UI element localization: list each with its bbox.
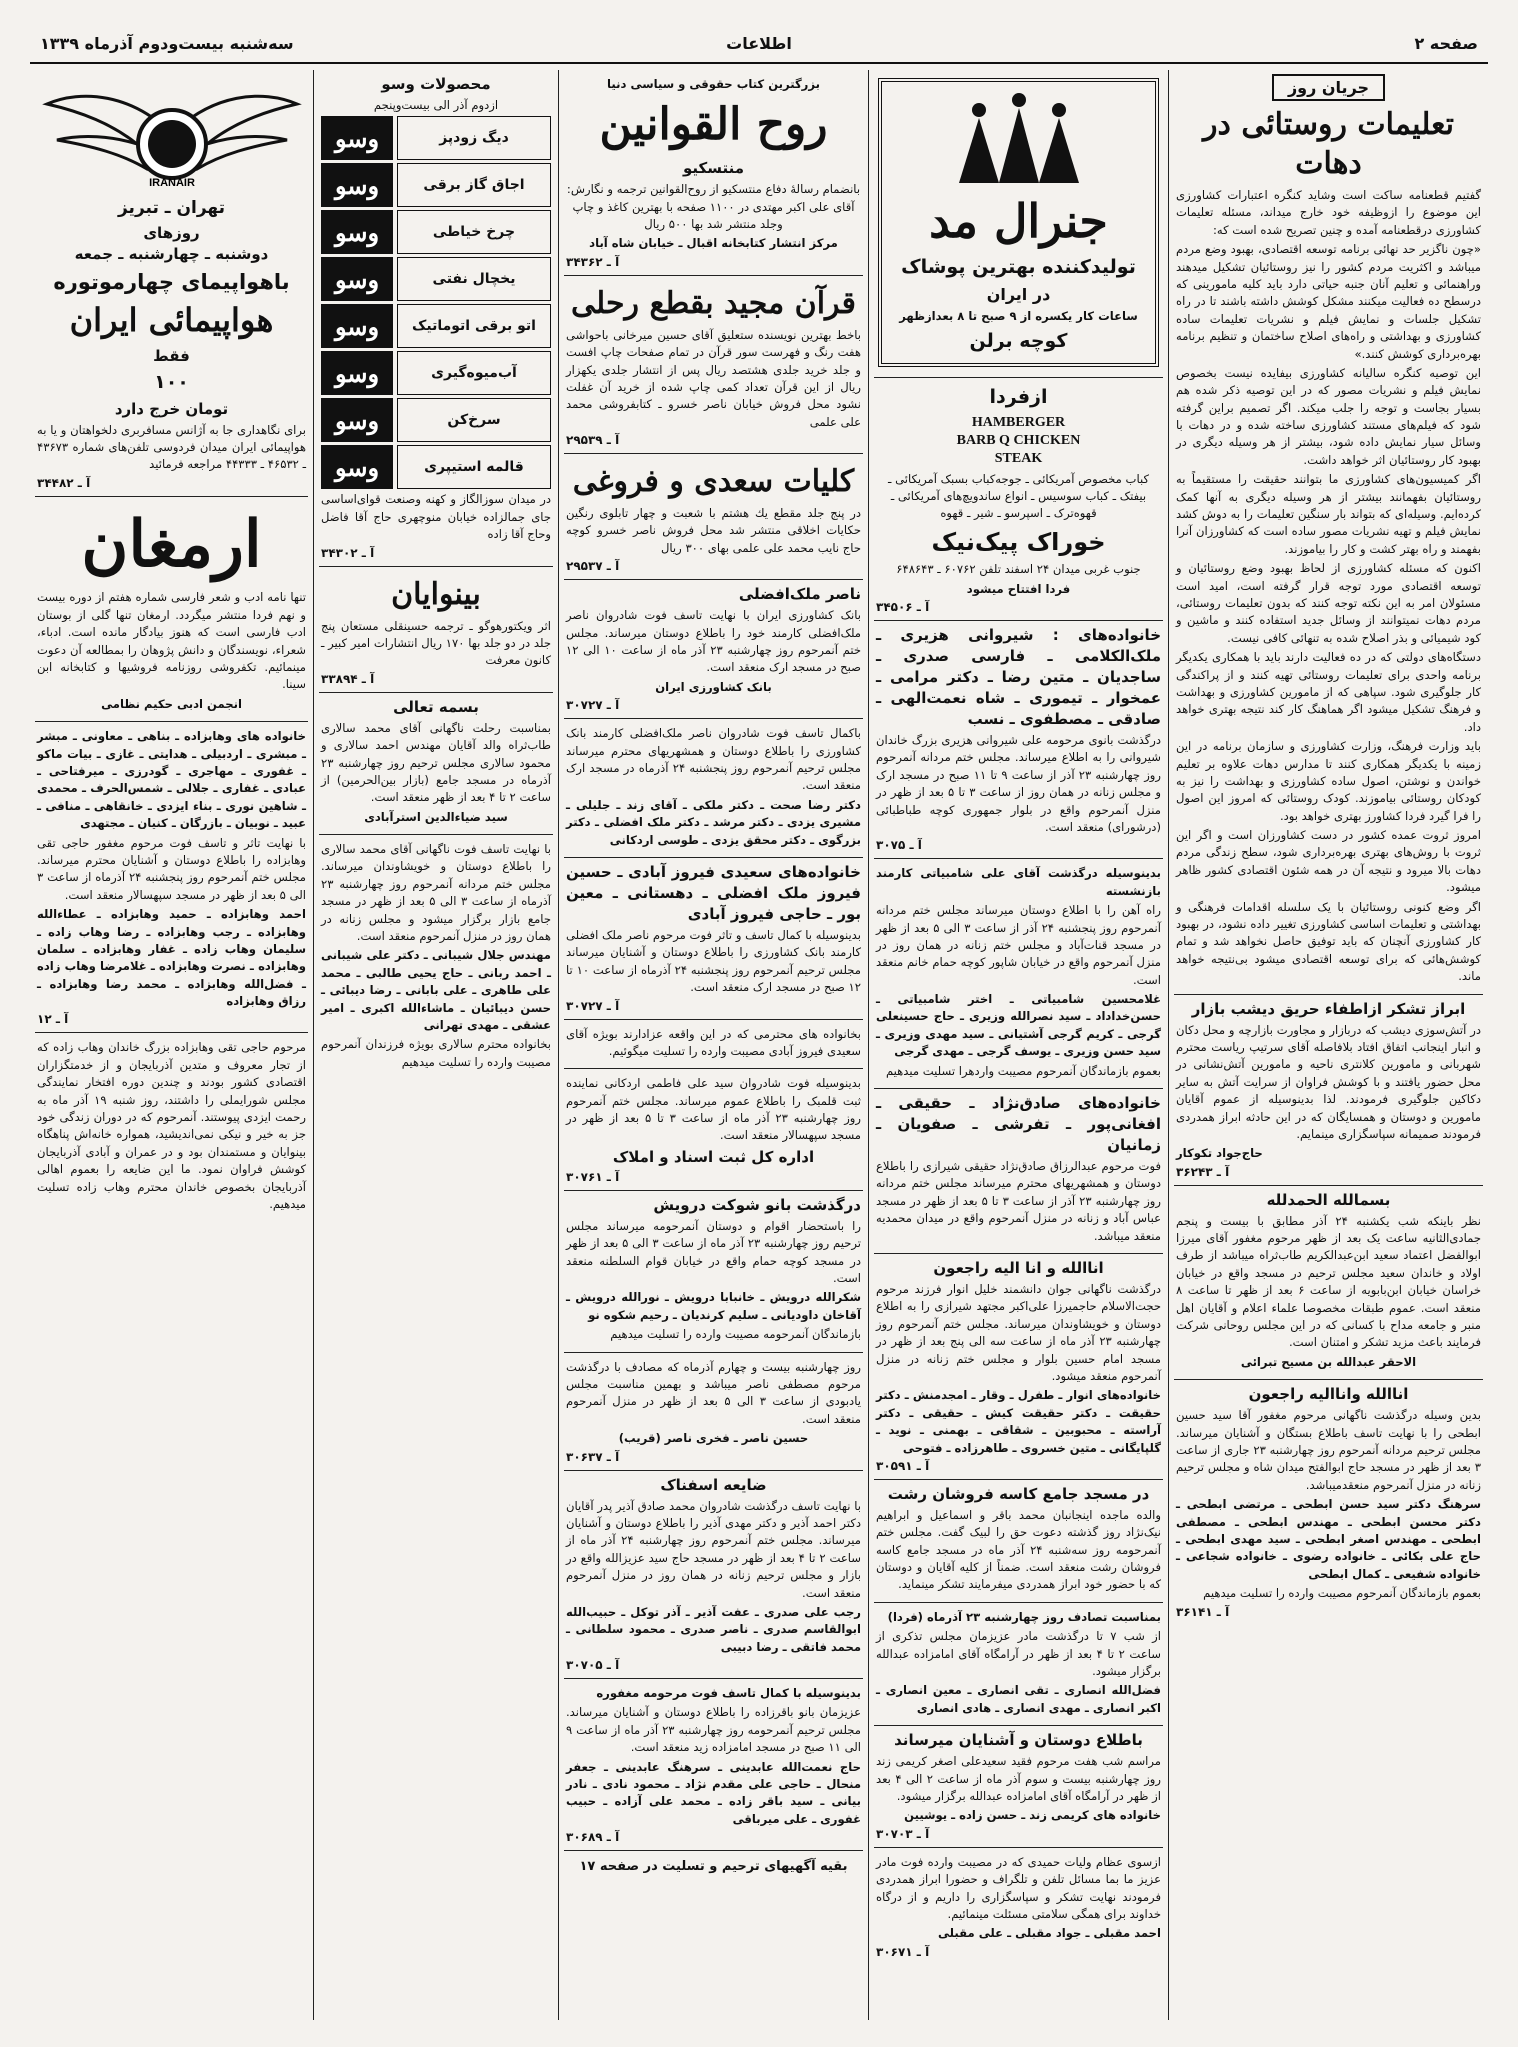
- section-tag: جریان روز: [1272, 74, 1385, 101]
- booking-info: برای نگاهداری جا به آژانس مسافربری دلخواهتان و یا به هواپیمائی ایران میدان فردوسی تلفن‌های شماره ۴۳۶۷۳ ـ ۴۶۵۳۲ ـ ۴۴۳۳۳ مراجعه فرمائید: [37, 422, 306, 472]
- flight-days: دوشنبه ـ چهارشنبه ـ جمعه: [74, 244, 269, 263]
- route: تهران ـ تبریز: [117, 198, 226, 218]
- fare-suffix: تومان خرج دارد: [114, 399, 229, 418]
- book-title: بینوایان: [391, 576, 481, 612]
- obituary: [564, 1679, 863, 1851]
- mourner-names: فضل‌الله انصاری ـ تقی انصاری ـ معین انصاری ـ اکبر انصاری ـ مهدی انصاری ـ هادی انصاری: [876, 1683, 1161, 1715]
- product-row: [321, 210, 551, 254]
- obituary-body: عزیزمان بانو باقرزاده را باطلاع دوستان و آشنایان میرساند. مجلس ترحیم آنمرحومه روز چهارشنبه ۲۳ آذر ماه از ساعت ۹ الی ۱۱ صبح در مسجد امامزاده زید منعقد است.: [566, 1705, 861, 1755]
- book-description: اثر ویکتورهوگو ـ ترجمه حسینقلی مستعان پنج جلد در دو جلد بها ۱۷۰ ریال انتشارات امیر کبیر ـ کانون معرفت: [321, 618, 552, 668]
- paragraph: «چون ناگزیر حد نهائی برنامه توسعه اقتصادی، بهبود وضع مردم میباشد و اکثریت مردم کشور را نیز روستائیان تشکیل میدهند وراهنمائی و تعلیم آنان جنبه حیاتی دارد باید کلیه مامورینی که درسطح ده فعالیت میکنند مشکل کوشش داشته باشند تا در راه تشکیل جلسات و نمایش فیلم و نشریات تعلیمات ساده کشاورزی و بهداشتی و راه‌های اصلاح ساختمان و تنظیم برنامه بهره‌برداری کوشش کنند.»: [1176, 242, 1481, 361]
- columns: [30, 70, 1488, 2020]
- paragraph: گفتیم قطعنامه ساکت است وشاید کنگره اعتبارات کشاورزی این موضوع را ازوظیفه خود خارج میداند، مسئله تعلیمات کشاورزی درقطعنامه آمده و چنین تصریح شده است که:: [1176, 188, 1481, 237]
- ad-address: در میدان سوزالگاز و کهنه وصنعت قوای‌اساسی جای جمالزاده خیابان منوچهری حاج آقا فاضل وحاج آقا زاده: [321, 492, 551, 542]
- obituary-title: باطلاع دوستان و آشنایان میرساند: [894, 1731, 1143, 1750]
- vaso-products-ad: [319, 70, 553, 567]
- paragraph: دستگاه‌های دولتی که در ده فعالیت دارند باید با همکاری یکدیگر برنامه واحدی برای تعلیمات روستائی تهیه کنند و از پراکندگی کار جلوگیری شود. سپاهی که از مامورین کشاورزی و بهداشت و فرهنگ تشکیل میشود اگر هماهنگ کار کند نتیجه بهتری خواهد داد.: [1176, 650, 1481, 734]
- masthead: [30, 24, 1488, 64]
- obituary-body: بدینوسیله فوت شادروان سید علی فاطمی اردکانی نماینده ثبت قلمبک را باطلاع عموم میرساند. مجلس ختم آنمرحوم روز چهارشنبه ۲۳ آذر ماه از ساعت ۳ تا ۵ بعد از ظهر در مسجد سپهسالار منعقد است.: [566, 1076, 861, 1143]
- airline-name: هواپیمائی ایران: [69, 301, 274, 340]
- obituary-body: با نهایت تاثر و تاسف فوت مرحوم مغفور حاجی تقی وهابزاده را باطلاع دوستان و آشنایان محترم میرساند. مجلس ختم آنمرحوم روز پنجشنبه ۲۴ آذرماه از ساعت ۳ الی ۵ بعد از ظهر در مسجد سپهسالار منعقد است.: [37, 835, 306, 902]
- obituary: [874, 1254, 1163, 1480]
- ad-code: آ ـ ۳۰۷۲۷: [566, 698, 620, 713]
- book-ad-les-miserables: [319, 567, 553, 693]
- mourner-names: مهندس جلال شیبانی ـ دکتر علی شیبانی ـ احمد ربانی ـ حاج یحیی طالبی ـ محمد علی طاهری ـ علی بابانی ـ رضا دیبائی ـ حسن دیبائیان ـ ماشاءالله اکبری ـ امیر عشقی ـ مهدی تهرانی: [321, 948, 551, 1032]
- mourner-names: دکتر رضا صحت ـ دکتر ملکی ـ آقای زند ـ جلیلی ـ مشیری یزدی ـ دکتر مرشد ـ دکتر ملک افضلی ـ دکتر بزرگوی ـ دکتر محقق یزدی ـ طوسی اردکانی: [566, 797, 861, 847]
- ad-title: محصولات وسو: [381, 75, 491, 93]
- logo-text: IRANAIR: [148, 177, 195, 189]
- obituary-body: والده ماجده اینجانبان محمد باقر و اسماعیل و ابراهیم نیک‌نژاد روز گذشته دعوت حق را لبیک گفت. مجلس ختم آنمرحومه روز سه‌شنبه ۲۴ آذر ماه در مسجد جامع کاسه فروشان رشت منعقد است. ضمناً از کلیه آقایان و دوستان که با حضور خود ابراز همدردی میفرمایند تشکر مینماید.: [876, 1507, 1161, 1592]
- obituary-body: مراسم شب هفت مرحوم فقید سعیدعلی اصغر کریمی زند روز چهارشنبه بیست و سوم آذر ماه از ساعت ۲ الی ۴ بعد از ظهر در آرامگاه آقای امامزاده عبدالله برگزار میشود.: [876, 1754, 1162, 1803]
- product-row: [321, 398, 551, 442]
- obituary-body: بخانواده های محترمی که در این واقعه عزادارند بویژه آقای سعیدی فیروز آبادی مصیبت وارده را تسلیت میگوئیم.: [566, 1026, 861, 1058]
- fashion-logo-icon: [888, 88, 1149, 188]
- paragraph: اکنون که مسئله کشاورزی از لحاظ بهبود وضع روستائیان و توسعه اقتصادی مورد توجه قرار گرفته است، امید است مسئولان امر به این نکته توجه کنند که بدون تعلیمات روستائی، مردم دهات نمیتوانند از وسائل جدید استفاده کنند و ماشین و کود شیمیائی و بذر اصلاح شده به تنهائی کافی نیست.: [1176, 561, 1481, 645]
- obituary-body: را باستحضار اقوام و دوستان آنمرحومه میرساند مجلس ترحیم روز چهارشنبه ۲۳ آذر ماه از ساعت ۳ الی ۵ بعد از ظهر در مسجد کوچه حمام واقع در خیابان قوام السلطنه منعقد است.: [566, 1218, 861, 1286]
- issue-date: سه‌شنبه بیست‌ودوم آذرماه ۱۳۳۹: [40, 34, 294, 53]
- column-ads-obits-2: [868, 70, 1168, 2020]
- book-ad-saadi: [564, 454, 863, 580]
- obituary-title: ناصر ملک‌افضلی: [738, 585, 861, 604]
- brand-name: جنرال مد: [929, 194, 1108, 248]
- obituary: [874, 1726, 1163, 1848]
- obituary-title: درگذشت بانو شوکت درویش: [653, 1195, 861, 1214]
- notice-signature: حاج‌جواد تکوکار: [1176, 1146, 1263, 1161]
- street-name: کوچه برلن: [969, 329, 1068, 352]
- aircraft: باهواپیمای چهارموتوره: [53, 269, 290, 294]
- notice-body: در آتش‌سوزی دیشب که دربازار و مجاورت بازارچه و محل دکان و انبار اینجانب اتفاق افتاد بلافاصله آقای سرتیپ ریاست محترم شهربانی و مامورین کلانتری ناحیه و مامورین آتش‌نشانی در محل حضور یافتند و با کوشش فراوان از سرایت آتش به سایر دکاکین جلوگیری فرمودند. لذا بدینوسیله از عموم آقایان مامورین و دوستان و همسایگان که در این حادثه ابراز همدردی فرمودند صمیمانه سپاسگزاری مینمایم.: [1176, 1022, 1481, 1141]
- ad-code: آ ـ ۳۶۱۴۱: [1176, 1604, 1230, 1619]
- ad-code: آ ـ ۳۰۷۵: [876, 838, 922, 853]
- obituary: [319, 835, 553, 1079]
- paragraph: این توصیه کنگره سالیانه کشاورزی بیفایده نیست بخصوص نمایش فیلم و نشریات مصور که در این توصیه ذکر شده هم بسیار بجاست و توجه را جلب میکند. اگر تصمیم براین گرفته شود که فیلم‌های مستند کشاورزی ساخته شده و در دهات با وسائل سیار نمایش داده شود، بیشتر از هر وسیله دیگری در بهبود کار روستائیان اثر خواهد داشت.: [1176, 365, 1481, 467]
- closing-line: بعموم بازماندگان آنمرحوم مصیبت واردهرا تسلیت میدهیم: [885, 1063, 1161, 1078]
- magazine-publisher: انجمن ادبی حکیم نظامی: [101, 696, 242, 711]
- obituary-body: بمناسبت رحلت ناگهانی آقای محمد سالاری طاب‌ثراه والد آقایان مهندس احمد سالاری و محمود سالاری مجلس ترحیم روز چهارشنبه ۲۳ آذرماه در مسجد جامع (بازار بین‌الحرمین) از ساعت ۲ تا ۴ بعد از ظهر منعقد است.: [321, 720, 551, 805]
- brand-logo: وسو: [321, 351, 393, 395]
- mourner-names: سرهنگ دکتر سید حسن ابطحی ـ مرتضی ابطحی ـ دکتر محسن ابطحی ـ مهندس ابطحی ـ مصطفی ابطحی ـ مهندس اصغر ابطحی ـ سید مهدی ابطحی ـ حاج علی بکائی ـ خانواده رضوی ـ خانواده شجاعی ـ خانواده شفیعی ـ کمال ابطحی: [1176, 1497, 1481, 1581]
- ad-code: آ ـ ۳۴۴۸۲: [37, 475, 91, 490]
- iranair-winged-logo-icon: [37, 74, 306, 194]
- newspaper-name: اطلاعات: [726, 34, 792, 53]
- obituary-title: خانواده‌های سعیدی فیروز آبادی ـ حسین فیروز ملک افضلی ـ دهستانی ـ معین بور ـ حاجی فیروز آبادی: [566, 862, 861, 923]
- fare-prefix: فقط: [153, 346, 190, 365]
- obituary-title: خانواده‌های صادق‌نژاد ـ حقیقی ـ افغانی‌پور ـ تفرشی ـ صفویان ـ زمانیان: [876, 1094, 1161, 1155]
- editorial: [1174, 70, 1483, 995]
- obituary-body: بدینوسیله با کمال تاسف و تاثر فوت مرحوم ناصر ملک افضلی کارمند بانک کشاورزی را باطلاع دوستان و آشنایان میرساند مجلس ترحیم آنمرحوم روز پنجشنبه ۲۴ آذرماه از ساعت ۱۰ تا ۱۲ صبح در مسجد ارک منعقد است.: [566, 927, 861, 995]
- working-hours: ساعات کار یکسره از ۹ صبح تا ۸ بعدازظهر: [899, 309, 1138, 324]
- mourner-names: شکرالله درویش ـ خانبابا درویش ـ نورالله درویش ـ آقاخان داودیانی ـ سلیم کرندیان ـ رحیم شکوه نو: [566, 1290, 861, 1322]
- paragraph: امروز ثروت عمده کشور در دست کشاورزان است و اگر این ثروت با روش‌های بهتری بهره‌برداری شود، سطح زندگی مردم دهات بالا میرود و نتیجه آن در همه شئون اقتصادی کشور ظاهر میشود.: [1176, 828, 1481, 895]
- product-name: آب‌میوه‌گیری: [397, 351, 551, 395]
- notice-title: اناالله واناالیه راجعون: [1248, 1385, 1409, 1404]
- brand-logo: وسو: [321, 116, 393, 160]
- obituary-title: خانواده های وهابزاده ـ بناهی ـ معاونی ـ مبشر ـ مبشری ـ اردبیلی ـ هدایتی ـ غازی ـ بیات ماکو ـ غفوری ـ مهاجری ـ گودرزی ـ میرفتاحی ـ عبادی ـ غفاری ـ جلالی ـ شمس‌الحرف ـ محمدی ـ شاهین نوری ـ بناء ایزدی ـ خانقاهی ـ منافی ـ عبید ـ نوبیان ـ بازرگان ـ کنیان ـ مجتهدی: [37, 729, 306, 831]
- product-name: یخچال نفتی: [397, 257, 551, 301]
- obituary-title: ضایعه اسفناک: [660, 1475, 767, 1494]
- brand-logo: وسو: [321, 445, 393, 489]
- notice-title: بسمالله الحمدلله: [1266, 1190, 1391, 1209]
- iranair-ad: [35, 70, 308, 497]
- obituary-body: بانک کشاورزی ایران با نهایت تاسف فوت شادروان ناصر ملک‌افضلی کارمند خود را باطلاع دوستان میرساند. مجلس ختم آنمرحوم روز چهارشنبه ۲۳ آذر ماه از ساعت ۱۰ الی ۱۲ صبح در مسجد ارک منعقد است.: [566, 608, 861, 675]
- obituary-title: در مسجد جامع کاسه فروشان رشت: [887, 1484, 1150, 1503]
- obituary-title: خانواده‌های : شیروانی هزیری ـ ملک‌الکلامی ـ فارسی صدری ـ ساجدیان ـ متین رضا ـ دکتر مرامی ـ عمخوار ـ تیموری ـ شاه نعمت‌الهی ـ صادقی ـ مصطفوی ـ نسب: [876, 626, 1161, 728]
- obituary-body: با نهایت تاسف فوت ناگهانی آقای محمد سالاری را باطلاع دوستان و خویشاوندان میرساند. مجلس ختم مردانه آنمرحوم روز چهارشنبه ۲۳ آذرماه از ساعت ۳ الی ۵ بعد از ظهر در مسجد جامع بازار برگزار میشود و مجلس زنانه در همان روز در منزل آنمرحوم منعقد است.: [321, 842, 551, 944]
- obituary-body: از شب ۷ تا درگذشت مادر عزیزمان مجلس تذکری از ساعت ۲ تا ۴ بعد از ظهر در آرامگاه آقای امامزاده عبدالله برگزار میشود.: [876, 1629, 1161, 1679]
- opening-line: فردا افتتاح میشود: [966, 581, 1071, 596]
- product-name: سرخ‌کن: [397, 398, 551, 442]
- paragraph: اگر کمیسیون‌های کشاورزی ما بتوانند حقیقت را مستقیماً به روستائیان بفهمانند بیشتر از هر وسیله دیگری به آنها کمک کرده‌ایم. وسیله‌ای که بتواند بار سنگین تعلیمات را به دوش کشد نمایش فیلم و تهیه نشریات مصور ساده است که کشاورزان آنرا بفهمند و راه بهتر کشت و کار را بیاموزند.: [1176, 472, 1481, 556]
- obituary-title: بسمه تعالی: [393, 697, 479, 716]
- obituary-body: درگذشت ناگهانی جوان دانشمند خلیل انوار فرزند مرحوم حجت‌الاسلام حاجمیرزا علی‌اکبر مجتهد شیرازی را به اطلاع دوستان و خویشاوندان میرساند. مجلس ختم آنمرحوم روز چهارشنبه ۲۳ آذر ماه از ساعت سه الی پنج بعد از ظهر در مسجد امام حسین بلوار و مجلس ختم زنانه در منزل آنمرحوم منعقد میشود.: [876, 1281, 1161, 1383]
- obituary: [564, 1020, 863, 1070]
- book-description: باخط بهترین نویسنده ستعلیق آقای حسین میرخانی باحواشی هفت رنگ و فهرست سور قرآن در تمام صفحات چاپ افست و جلد خرید جلدی هشتصد ریال پس از انتشار جلدی یکهزار ریال از این قرآن تعداد کمی چاپ شده از خرید آن غفلت نشود محل فروش خیابان ناصر خسرو ـ کتابفروشی محمد علی علمی: [566, 327, 861, 429]
- memorial-notice: [1174, 1186, 1483, 1381]
- ad-code: آ ـ ۳۴۵۰۶: [876, 600, 930, 614]
- ad-code: آ ـ ۳۰۷۲۷: [566, 998, 620, 1013]
- ad-code: آ ـ ۳۶۲۴۳: [1176, 1164, 1230, 1179]
- product-row: [321, 304, 551, 348]
- brand-logo: وسو: [321, 304, 393, 348]
- picnic-restaurant-ad: [874, 378, 1163, 621]
- obituary-body: با نهایت تاسف درگذشت شادروان محمد صادق آذیر پدر آقایان دکتر احمد آذیر و دکتر مهدی آذیر را باطلاع دوستان و آشنایان میرساند. مجلس ختم آنمرحوم روز چهارشنبه ۲۴ آذر ماه از ساعت ۲ تا ۴ بعد از ظهر در مسجد حاج سید عزیزالله واقع در بازار و مجلس ترحیم زنانه در همان روز در منزل آنمرحوم منعقد است.: [566, 1498, 862, 1600]
- notice-body: بدین وسیله درگذشت ناگهانی مرحوم مغفور آقا سید حسین ابطحی را با نهایت تاسف باطلاع بستگان و آشنایان میرساند. مجلس ترحیم مردانه آنمرحوم روز چهارشنبه ۲۳ جاری از ساعت ۳ بعد از ظهر در مسجد حاج ابوالفتح میدان شاه و مجلس ترحیم زنانه در منزل آنمرحوم منعقدمیباشد.: [1176, 1408, 1481, 1492]
- closing-line: بخانواده محترم سالاری بویژه فرزندان آنمرحوم مصیبت وارده را تسلیت میدهیم: [321, 1037, 551, 1069]
- obituary-title: بدینوسیله با کمال تاسف فوت مرحومه مغفوره: [596, 1686, 861, 1701]
- obituary-body: راه آهن را با اطلاع دوستان میرساند مجلس ختم مردانه آنمرحوم روز پنجشنبه ۲۴ آذر از ساعت ۳ الی ۵ بعد از ظهر در مسجد قنات‌آباد و مجلس ختم زنانه در همان روز در منزل آنمرحوم واقع در خیابان شاپور کوچه حمام خانم منعقد است.: [876, 903, 1162, 987]
- obituary: [564, 719, 863, 858]
- editorial-title: تعلیمات روستائی در دهات: [1203, 107, 1454, 181]
- notice-title: ابراز تشکر ازاطفاء حریق دیشب بازار: [1191, 999, 1466, 1018]
- product-name: قالمه استیپری: [397, 445, 551, 489]
- obituary: [874, 1480, 1163, 1603]
- book-title: قرآن مجید بقطع رحلی: [571, 285, 856, 321]
- book-author: منتسکیو: [682, 159, 745, 178]
- fare-amount: ۱۰۰: [154, 370, 189, 393]
- thanks-notice: [874, 1848, 1163, 1965]
- obituary: [319, 693, 553, 835]
- ebtahi-obituary: [1174, 1380, 1483, 1624]
- tagline: تولیدکننده بهترین پوشاک: [901, 256, 1136, 279]
- product-row: [321, 445, 551, 489]
- obituary-signature: سید ضیاءالدین استرآبادی: [364, 809, 508, 824]
- ad-code: آ ـ ۳۴۳۶۲: [566, 254, 620, 269]
- column-editorial: [1168, 70, 1488, 2020]
- notice-body: نظر باینکه شب یکشنبه ۲۴ آذر مطابق با بیست و پنجم جمادی‌الثانیه ساعت یک بعد از ظهر مرحوم مغفور آقای میرزا ابوالفضل اعتماد سعید ابن‌عبدالکریم طاب‌ثراه میباشد از طرف اولاد و خاندان سعید مجلس ترحیم در مسجد واقع در خیابان خراسان خیابان ابن‌بابویه از ساعت ۶ بعد از ظهر تا ساعت ۸ منعقد است. عموم طبقات مخصوصا علماء اعلام و آقایان اهل منبر و جامعه مداح با کسانی که در این مجلس روحانی شرکت فرمایند باعث مزید تشکر و امتنان است.: [1176, 1213, 1482, 1350]
- product-name: چرخ خیاطی: [397, 210, 551, 254]
- tagline-2: در ایران: [986, 284, 1051, 304]
- magazine-title: ارمغان: [81, 506, 262, 582]
- product-row: [321, 163, 551, 207]
- ad-code: آ ـ ۳۰۷۰۵: [566, 1658, 620, 1673]
- brand-logo: وسو: [321, 210, 393, 254]
- armaghan-magazine-ad: [35, 497, 308, 723]
- general-mode-ad: [874, 70, 1163, 378]
- obituary-body: فوت مرحوم عبدالرزاق صادق‌نژاد حقیقی شیرازی را باطلاع دوستان و همشهریهای محترم میرساند مجلس ختم مردانه روز چهارشنبه ۲۳ آذر از ساعت ۳ تا ۵ بعد از ظهر در مسجد عباس آباد و زنانه در منزل آنمرحوم واقع در میدان محمدیه منعقد میباشد.: [876, 1159, 1161, 1243]
- mourner-names: احمد مقبلی ـ جواد مقبلی ـ علی مقبلی: [937, 1926, 1161, 1941]
- restaurant-name: خوراک پیک‌نیک: [931, 527, 1106, 556]
- continuation-note: [564, 1851, 863, 1885]
- ad-code: آ ـ ۳۴۳۰۲: [321, 545, 375, 560]
- obituary: [564, 580, 863, 719]
- ad-code: آ ـ ۲۹۵۳۷: [566, 559, 620, 574]
- book-description: در پنج جلد مقطع یك هشتم با شعبت و چهار تابلوی رنگین حکایات اخلاقی منتشر شد محل فروش ناصر خسرو کوچه حاج نایب محمد علی علمی بهای ۳۰۰ ریال: [566, 506, 861, 555]
- paragraph: اگر وضع کنونی روستائیان با یک سلسله اقدامات فرهنگی و بهداشتی و تعلیمات اساسی کشاورزی تغییر داده نشود، در بهبود کار کشاورزی آنچنان که باید توفیق حاصل نخواهد شد و تمام کوشش‌هائی که برای توسعه اقتصادی میشود بی‌نتیجه خواهد ماند.: [1176, 899, 1481, 984]
- closing-line: بعموم بازماندگان آنمرحوم مصیبت وارده را تسلیت میدهیم: [1203, 1586, 1481, 1601]
- obituary: [874, 1603, 1163, 1726]
- ad-code: آ ـ ۳۰۵۹۱: [876, 1458, 930, 1473]
- tribute-article: [35, 1033, 308, 1221]
- obituary: [874, 621, 1163, 859]
- book-description: بانضمام رسالهٔ دفاع منتسکیو از روح‌القوانین ترجمه و نگارش: آقای علی اکبر مهتدی در ۱۱۰۰ صفحه با بهترین کاغذ و چاپ وجلد منتشر شد بها ۵۰۰ ریال: [566, 182, 861, 231]
- ad-code: آ ـ ۳۰۶۸۹: [566, 1830, 620, 1845]
- page-number: صفحه ۲: [1414, 34, 1478, 53]
- closing-line: بازماندگان آنمرحومه مصیبت وارده را تسلیت میدهیم: [610, 1327, 861, 1342]
- product-row: [321, 351, 551, 395]
- ad-title: ازفردا: [989, 386, 1048, 409]
- ad-code: آ ـ ۳۰۶۳۷: [566, 1449, 620, 1464]
- notice-body: ازسوی عظام ولیات حمیدی که در مصیبت وارده فوت مادر عزیز ما بما مسائل تلفن و تلگراف و حضورا ابراز همدردی فرمودند نهایت تشکر و سپاسگزاری را داریم و از درگاه خداوند برای همگی سلامتی مسئلت مینمائیم.: [876, 1854, 1161, 1921]
- menu-item-en: STEAK: [994, 451, 1043, 467]
- mourner-names: خانواده های کریمی زند ـ حسن زاده ـ یوشیین: [904, 1808, 1161, 1823]
- obituary: [874, 859, 1163, 1089]
- menu-item-en: BARB Q CHICKEN: [956, 433, 1081, 449]
- column-books-obits: [558, 70, 868, 2020]
- product-name: اجاق گاز برقی: [397, 163, 551, 207]
- magazine-description: تنها نامه ادب و شعر فارسی شماره هفتم از دوره بیست و نهم فردا منتشر میگردد. ارمغان تنها گلی از بوستان ادب فارسی است که هنوز بیادگار مانده است. ادباء، شعراء، نویسندگان و دانش پژوهان را بمطالعه آن دعوت مینمائیم. تکفروشی روزنامه فروشیها و کتابخانه ابن سینا.: [37, 590, 306, 692]
- book-ad-ruh-al-qavanin: [564, 70, 863, 276]
- mourner-names: خانواده‌های انوار ـ طفرل ـ وقار ـ امجدمنش ـ دکتر حقیقت ـ دکتر حقیقت کیش ـ حقیقی ـ دکتر آراسته ـ محبوبین ـ شقاقی ـ بهمنی ـ نوید ـ گلپایگانی ـ متین خسروی ـ طاهرزاده ـ فتوحی: [876, 1388, 1161, 1455]
- book-title: روح القوانین: [599, 99, 828, 151]
- notice-signature: الاحقر عبدالله بن مسیح تبرائی: [1240, 1354, 1417, 1369]
- ad-code: آ ـ ۳۰۶۷۱: [876, 1944, 930, 1959]
- brand-logo: وسو: [321, 257, 393, 301]
- column-airline-magazine: [30, 70, 313, 2020]
- column-vaso-ads: [313, 70, 558, 2020]
- menu-items: کباب مخصوص آمریکائی ـ جوجه‌کباب بسبک آمریکائی ـ بیفتک ـ کباب سوسیس ـ انواع ساندویچ‌های آمریکائی ـ قهوه‌ترک ـ اسپرسو ـ شیر ـ قهوه: [887, 471, 1150, 521]
- product-name: دیگ زودپز: [397, 116, 551, 160]
- ad-code: آ ـ ۳۰۷۶۱: [566, 1169, 620, 1184]
- ad-frame: [878, 78, 1159, 367]
- ad-code: آ ـ ۳۰۷۰۳: [876, 1826, 930, 1841]
- ad-subtitle: ازدوم آذر الی بیست‌وپنجم: [373, 98, 499, 112]
- obituary: [35, 722, 308, 1033]
- continued-on-page: بقیه آگهیهای ترحیم و تسلیت در صفحه ۱۷: [579, 1859, 848, 1875]
- mourner-names: احمد وهابزاده ـ حمید وهابزاده ـ عطاءالله وهابزاده ـ رجب وهابزاده ـ رضا وهاب زاده ـ سلیمان وهاب زاده ـ غفار وهابزاده ـ سلمان وهابزاده ـ نصرت وهابزاده ـ غلامرضا وهاب زاده ـ فضل‌الله وهابزاده ـ محمد رضا وهابزاده ـ رزاق وهابزاده: [37, 907, 306, 1009]
- paragraph: باید وزارت فرهنگ، وزارت کشاورزی و سازمان برنامه در این زمینه با یکدیگر همکاری کنند تا مدارس دهات علاوه بر تعلیم خواندن و نوشتن، اصول ساده کشاورزی و بهداشت را نیز به کودکان روستائی بیاموزند. کودک روستائی که امروز این اصول را فرا گیرد فردا کشاورز بهتری خواهد بود.: [1176, 739, 1481, 823]
- obituary-title: بدینوسیله درگذشت آقای علی شامبیاتی کارمند بازنشسته: [876, 866, 1161, 898]
- restaurant-address: جنوب غربی میدان ۲۴ اسفند تلفن ۶۰۷۶۲ ـ ۶۴۸۶۴۳: [896, 562, 1141, 577]
- obituary-signature: حسین ناصر ـ فخری ناصر (قریب): [618, 1431, 809, 1446]
- ad-code: آ ـ ۲۹۵۳۹: [566, 433, 620, 448]
- mourner-names: حاج نعمت‌الله عابدینی ـ سرهنگ عابدینی ـ جعفر منحال ـ حاجی علی مقدم نژاد ـ محمود نادی ـ نادر بیانی ـ سید باقر زاده ـ محمد علی آزاده ـ حبیب غفوری ـ علی میرباقی: [566, 1759, 861, 1826]
- obituary: [564, 1353, 863, 1471]
- obituary-body: درگذشت بانوی مرحومه علی شیروانی هزیری بزرگ خاندان شیروانی را به اطلاع میرساند. مجلس ختم مردانه آنمرحوم روز چهارشنبه ۲۳ آذر از ساعت ۹ تا ۱۱ صبح در مسجد ارک و مجلس زنانه در همان روز از ساعت ۳ تا ۵ بعد از ظهر در منزل آنمرحوم واقع در بلوار جمهوری کوچه طباطبائی (درشورای) منعقد است.: [876, 733, 1161, 834]
- obituary-title: بمناسبت تصادف روز چهارشنبه ۲۳ آذرماه (فردا): [887, 1609, 1161, 1624]
- days-label: روزهای: [143, 223, 200, 242]
- ad-code: آ ـ ۱۲: [37, 1012, 69, 1027]
- brand-logo: وسو: [321, 398, 393, 442]
- obituary-body: باکمال تاسف فوت شادروان ناصر ملک‌افضلی کارمند بانک کشاورزی را باطلاع دوستان و همشهریهای محترم میرساند مجلس ترحیم آنمرحوم روز پنجشنبه ۲۴ آذرماه در مسجد ارک منعقد است.: [566, 726, 861, 793]
- product-row: [321, 116, 551, 160]
- book-title: کلیات سعدی و فروغی: [572, 464, 855, 500]
- obituary-signature: بانک کشاورزی ایران: [655, 679, 772, 694]
- ad-code: آ ـ ۳۳۸۹۴: [321, 671, 375, 686]
- brand-logo: وسو: [321, 163, 393, 207]
- obituary: [564, 858, 863, 1020]
- mourner-names: غلامحسین شامبیاتی ـ اختر شامبیاتی ـ حسن‌خداداد ـ سید نصرالله وزیری ـ حاج حسینعلی گرجی ـ کریم گرجی آشتیانی ـ سید مهدی وزیری ـ سید حسن وزیری ـ یوسف گرجی ـ مهدی گرجی: [876, 992, 1161, 1059]
- menu-item-en: HAMBERGER: [971, 415, 1066, 431]
- obituary: [874, 1089, 1163, 1254]
- book-ad-quran: [564, 276, 863, 454]
- product-name: اتو برقی اتوماتیک: [397, 304, 551, 348]
- mourner-names: رجب علی صدری ـ عفت آذیر ـ آذر توکل ـ حبیب‌الله ابوالقاسم صدری ـ ناصر صدری ـ محمود سلطانی ـ محمد فاتقی ـ رضا دبیبی: [566, 1604, 861, 1654]
- obituary: [564, 1471, 863, 1680]
- obituary-title: اناالله و انا الیه راجعون: [933, 1258, 1104, 1277]
- tribute-body: مرحوم حاجی تقی وهابزاده بزرگ خاندان وهاب زاده که از تجار معروف و متدین آذربایجان و از خدمتگزاران اقتصادی کشور بودند و چندین دوره افتخار نمایندگی مجلس شورایملی را داشتند، روز شنبه ۱۹ آذر ماه به رحمت ایزدی پیوستند. آنمرحوم که در دوران زندگی خود جز به خیر و نیکی نمی‌اندیشید، همواره خانه‌اش پناهگاه بینوایان و مستمندان بود و در عمران و آبادی آذربایجان کوشش فراوان نمود. ما این ضایعه را بعموم اهالی آذربایجان بخصوص خاندان محترم وهاب زاده تسلیت میدهیم.: [37, 1040, 306, 1211]
- obituary-title: اداره کل ثبت اسناد و املاک: [612, 1147, 815, 1166]
- obituary-body: روز چهارشنبه بیست و چهارم آذرماه که مصادف با درگذشت مرحوم مصطفی ناصر میباشد و بهمین مناسبت مجلس یادبودی از ساعت ۳ الی ۵ بعد از ظهر در منزل آنمرحوم منعقد است.: [566, 1359, 861, 1426]
- obituary: [564, 1069, 863, 1191]
- obituary: [564, 1191, 863, 1353]
- product-row: [321, 257, 551, 301]
- fire-thanks-notice: [1174, 995, 1483, 1186]
- ad-kicker: بزرگترین کتاب حقوقی و سیاسی دنیا: [607, 77, 820, 91]
- product-list: [321, 116, 551, 489]
- book-distributor: مرکز انتشار کتابخانه اقبال ـ خیابان شاه آباد: [589, 236, 838, 251]
